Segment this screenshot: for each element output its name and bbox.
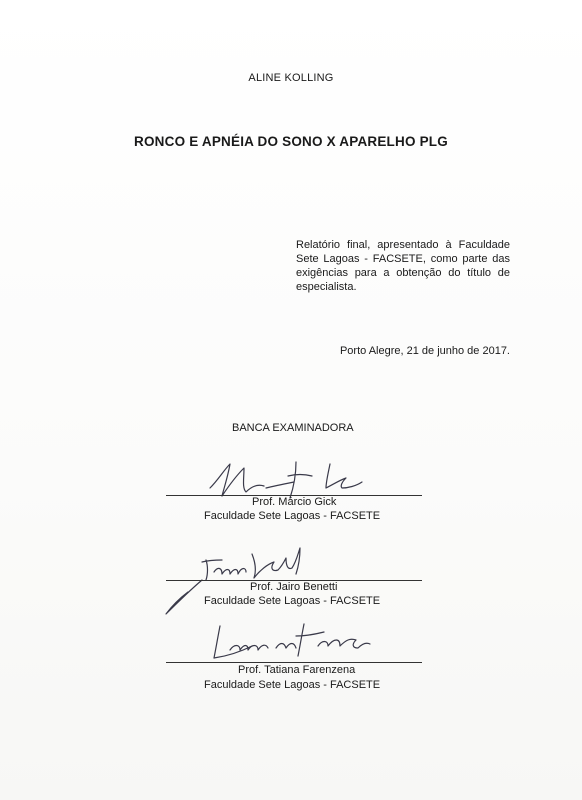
place-date: Porto Alegre, 21 de junho de 2017. [339,345,510,357]
examiner-institution: Faculdade Sete Lagoas - FACSETE [204,595,381,607]
signature-line [166,662,422,663]
signature-tatiana-farenzena [200,616,380,666]
examiner-name: Prof. Márcio Gick [252,496,337,508]
examiner-name: Prof. Tatiana Farenzena [238,664,356,676]
examiner-institution: Faculdade Sete Lagoas - FACSETE [204,679,381,691]
report-line: exigências para a obtenção do título de [296,267,510,279]
examiner-institution: Faculdade Sete Lagoas - FACSETE [204,510,381,522]
document-title: RONCO E APNÉIA DO SONO X APARELHO PLG [134,134,448,149]
author-name: ALINE KOLLING [248,72,334,84]
report-line: especialista. [296,281,357,293]
examining-board-title: BANCA EXAMINADORA [232,422,354,434]
examiner-name: Prof. Jairo Benetti [250,581,338,593]
report-line: Relatório final, apresentado à Faculdade [296,239,510,251]
report-description [296,238,510,294]
report-line: Sete Lagoas - FACSETE, como parte das [296,253,510,265]
